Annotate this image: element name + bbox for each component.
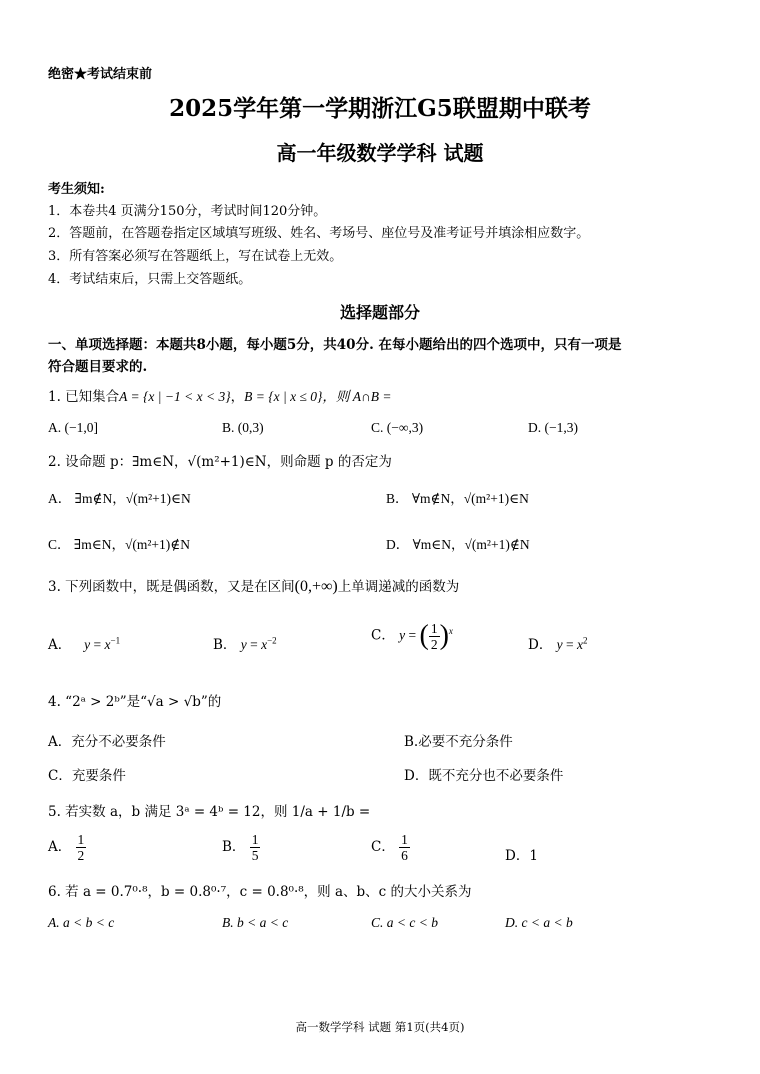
exam-title: 2025学年第一学期浙江G5联盟期中联考 [169, 95, 591, 122]
notice-item-3: 3．所有答案必须写在答题纸上，写在试卷上无效。 [48, 249, 343, 264]
question-3-option-d: D． $y = x^2$ [528, 635, 588, 653]
page-footer: 高一数学学科 试题 第1页(共4页) [295, 1020, 465, 1034]
notice-item-1: 1．本卷共4 页满分150分，考试时间120分钟。 [48, 204, 327, 219]
question-4-option-c: C．充要条件 [48, 768, 126, 784]
question-4-option-a: A．充分不必要条件 [48, 734, 166, 750]
question-1-stem: 1. 已知集合A = {x | −1 < x < 3}，B = {x | x ≤ 0}，则 A∩B = [48, 389, 392, 405]
question-2-option-c: C． ∃m∈N，√(m²+1)∉N [48, 537, 191, 552]
question-1-option-c: C. (−∞,3) [371, 420, 424, 435]
section-1-line-1: 一、单项选择题：本题共8小题，每小题5分，共40分. 在每小题给出的四个选项中，只有一项是 [48, 337, 622, 353]
question-1-option-d: D. (−1,3) [528, 420, 578, 435]
notice-item-4: 4．考试结束后，只需上交答题纸。 [48, 272, 252, 287]
question-2-option-b: B． ∀m∉N，√(m²+1)∈N [386, 491, 529, 506]
question-2-option-a: A． ∃m∉N，√(m²+1)∈N [48, 491, 191, 506]
question-6-option-c: C. a < c < b [371, 915, 438, 930]
question-3-stem: 3. 下列函数中，既是偶函数，又是在区间(0,+∞)上单调递减的函数为 [48, 578, 460, 595]
question-5-option-b: B． $\frac{1}{5}$ [222, 832, 259, 863]
notice-heading: 考生须知: [48, 182, 105, 197]
question-3-option-b: B． $y = x^{-2}$ [213, 635, 277, 653]
question-5-option-a: A． $\frac{1}{2}$ [48, 832, 85, 863]
question-1-option-b: B. (0,3) [222, 420, 264, 435]
question-2-stem: 2. 设命题 p：∃m∈N，√(m²+1)∈N，则命题 p 的否定为 [48, 454, 392, 470]
question-6-option-a: A. a < b < c [48, 915, 115, 930]
question-5-stem: 5. 若实数 a，b 满足 3ᵃ = 4ᵇ = 12，则 1/a + 1/b = [48, 804, 371, 820]
question-6-option-b: B. b < a < c [222, 915, 289, 930]
exam-subtitle: 高一年级数学学科 试题 [276, 141, 484, 165]
part-title: 选择题部分 [339, 303, 420, 322]
question-6-option-d: D. c < a < b [505, 915, 573, 930]
question-3-option-a: A． $y = x^{-1}$ [48, 635, 121, 653]
section-1-line-2: 符合题目要求的. [48, 359, 148, 375]
notice-item-2: 2．答题前，在答题卷指定区域填写班级、姓名、考场号、座位号及准考证号并填涂相应数字。 [48, 226, 590, 241]
question-2-option-d: D． ∀m∈N，√(m²+1)∉N [386, 537, 530, 552]
question-1-option-a: A. (−1,0] [48, 420, 98, 435]
question-4-option-b: B.必要不充分条件 [404, 734, 513, 750]
question-5-option-c: C． $\frac{1}{6}$ [371, 832, 408, 863]
question-4-option-d: D．既不充分也不必要条件 [404, 768, 564, 784]
question-5-option-d: D．1 [505, 848, 538, 864]
set-b-expression: B = {x | x ≤ 0} [244, 389, 323, 404]
set-a-expression: A = {x | −1 < x < 3} [119, 389, 231, 404]
confidential-mark: 绝密★考试结束前 [48, 67, 153, 82]
question-6-stem: 6. 若 a = 0.7⁰·⁸，b = 0.8⁰·⁷，c = 0.8⁰·⁸，则 a、b、c 的大小关系为 [48, 884, 472, 900]
question-3-option-c: C． y = ( $\frac{1}{2}$ )$^x$ [371, 620, 453, 652]
interval: (0,+∞) [294, 578, 338, 595]
question-4-stem: 4. “2ᵃ > 2ᵇ”是“√a > √b”的 [48, 694, 222, 710]
